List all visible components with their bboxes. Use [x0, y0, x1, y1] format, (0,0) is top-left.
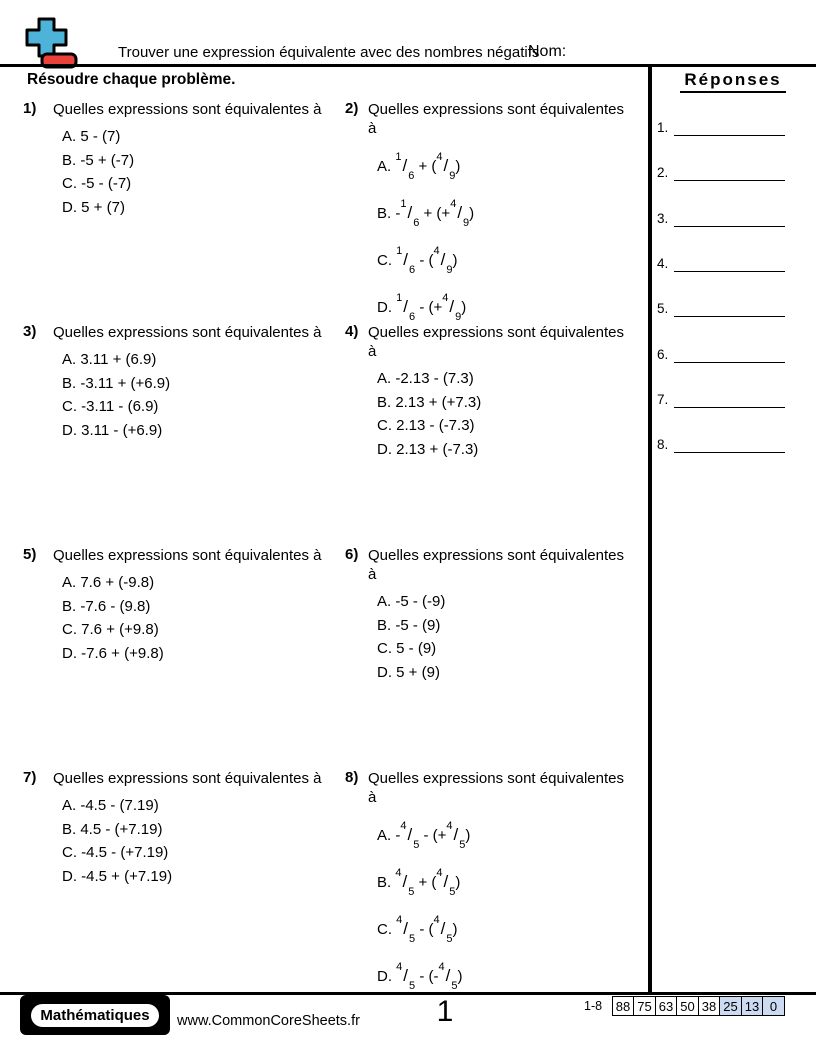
answer-number: 5.: [657, 301, 669, 317]
option-label: B.: [377, 874, 396, 891]
score-table: [613, 996, 785, 1016]
problem-number: 4): [345, 323, 359, 340]
option-label: B.: [62, 374, 81, 392]
option-expression: $^4/_5 - (^4/_5)$: [396, 914, 458, 945]
option-label: C.: [377, 921, 397, 938]
answer-option: [62, 571, 353, 595]
score-cell: 0: [762, 996, 785, 1016]
option-label: B.: [62, 597, 81, 615]
option-label: C.: [62, 844, 82, 861]
answer-option: [377, 813, 650, 860]
problem-question: Quelles expressions sont équivalentes: [368, 324, 624, 341]
option-expression: -5 + (-7): [80, 151, 135, 169]
score-range-label: 1-8: [584, 999, 603, 1013]
option-expression: -4.5 + (+7.19): [81, 867, 173, 885]
options-list: [62, 571, 353, 665]
problem-question: Quelles expressions sont équivalentes: [368, 770, 624, 787]
answer-option: [62, 372, 353, 396]
option-expression: 4.5 - (+7.19): [80, 820, 163, 838]
option-expression: -2.13 - (7.3): [395, 370, 474, 387]
answer-option: [62, 865, 353, 889]
option-label: A.: [62, 351, 81, 368]
option-label: C.: [62, 175, 82, 192]
score-cell: 13: [741, 996, 764, 1016]
plus-icon: [27, 19, 66, 56]
option-label: D.: [377, 968, 397, 985]
option-label: D.: [377, 663, 397, 681]
header-rule: [0, 64, 816, 67]
option-expression: 5 - (7): [80, 128, 121, 145]
answer-row: [657, 301, 785, 317]
option-expression: 5 + (7): [81, 198, 125, 216]
answer-number: 3.: [657, 210, 669, 226]
option-label: C.: [377, 252, 397, 269]
answer-option: [377, 590, 650, 614]
answer-blank[interactable]: [674, 256, 785, 272]
problem-question: à: [368, 566, 377, 583]
problem-question: à: [368, 120, 377, 137]
option-label: D.: [377, 299, 397, 316]
option-expression: -3.11 + (+6.9): [80, 374, 171, 392]
option-expression: 3.11 + (6.9): [80, 351, 157, 368]
answer-row: [657, 211, 785, 227]
answer-option: [377, 238, 650, 285]
option-label: B.: [62, 820, 81, 838]
answer-row: [657, 165, 785, 181]
answer-option: [62, 125, 353, 149]
options-list: [377, 590, 650, 684]
answer-number: 2.: [657, 165, 669, 181]
answer-option: [62, 149, 353, 173]
option-label: A.: [62, 128, 81, 145]
problem-question: à: [368, 343, 377, 360]
answer-option: [62, 419, 353, 443]
answer-number: 8.: [657, 437, 669, 453]
option-expression: 2.13 + (+7.3): [395, 393, 482, 411]
instruction-text: Résoudre chaque problème.: [27, 71, 236, 88]
answer-option: [377, 414, 650, 438]
option-expression: -5 - (9): [395, 616, 441, 634]
option-expression: 2.13 - (-7.3): [396, 417, 475, 434]
option-expression: 5 + (9): [396, 663, 440, 681]
answer-option: [377, 391, 650, 415]
answer-number: 4.: [657, 255, 669, 271]
option-label: B.: [377, 205, 396, 222]
answer-blank[interactable]: [674, 301, 785, 317]
page-number: 1: [436, 995, 454, 1028]
option-label: D.: [377, 440, 397, 458]
answer-option: [377, 661, 650, 685]
score-cell: 38: [698, 996, 721, 1016]
problem-number: 3): [23, 323, 37, 340]
problem-number: 7): [23, 769, 37, 786]
options-list: [62, 794, 353, 888]
problem: [53, 546, 353, 665]
answer-row: [657, 256, 785, 272]
option-expression: -7.6 + (+9.8): [81, 644, 164, 662]
answer-option: [377, 367, 650, 391]
option-expression: $^1/_6 + (^4/_9)$: [395, 151, 461, 182]
option-expression: -5 - (-7): [81, 175, 132, 192]
answer-blank[interactable]: [674, 437, 785, 453]
problem-question: Quelles expressions sont équivalentes: [368, 101, 624, 118]
option-label: C.: [377, 640, 397, 657]
problem-number: 2): [345, 100, 359, 117]
answer-option: [377, 144, 650, 191]
option-label: A.: [62, 797, 81, 814]
problem-question: à: [368, 789, 377, 806]
option-label: B.: [377, 616, 396, 634]
options-list: [377, 144, 650, 332]
option-expression: -3.11 - (6.9): [81, 398, 159, 415]
answer-row: [657, 347, 785, 363]
option-label: A.: [62, 574, 81, 591]
option-label: C.: [62, 398, 82, 415]
option-expression: $^4/_5 + (^4/_5)$: [395, 867, 461, 898]
option-expression: $^1/_6 - (^4/_9)$: [396, 245, 458, 276]
answers-panel-title: Réponses: [654, 70, 812, 90]
option-label: A.: [377, 593, 396, 610]
answer-row: [657, 392, 785, 408]
answer-option: [62, 794, 353, 818]
option-expression: -4.5 - (+7.19): [81, 844, 169, 861]
options-list: [62, 125, 353, 219]
answer-option: [377, 614, 650, 638]
problem-question: Quelles expressions sont équivalentes à: [53, 770, 322, 787]
problem-number: 8): [345, 769, 359, 786]
answer-option: [377, 637, 650, 661]
answer-blank[interactable]: [674, 165, 785, 181]
score-cell: 63: [655, 996, 678, 1016]
website-text: www.CommonCoreSheets.fr: [177, 1013, 360, 1029]
option-label: C.: [62, 621, 82, 638]
option-expression: -5 - (-9): [395, 593, 446, 610]
options-list: [377, 813, 650, 1001]
brand-badge: [20, 995, 170, 1035]
answer-option: [62, 348, 353, 372]
answer-number: 6.: [657, 346, 669, 362]
option-expression: 2.13 + (-7.3): [396, 440, 479, 458]
answer-option: [377, 860, 650, 907]
option-expression: $-^4/_5 - (+^4/_5)$: [395, 820, 471, 851]
answer-row: [657, 437, 785, 453]
option-label: D.: [62, 867, 82, 885]
option-expression: 3.11 - (+6.9): [81, 421, 163, 439]
answer-blank[interactable]: [674, 392, 785, 408]
brand-name: Mathématiques: [29, 1002, 160, 1029]
score-cell: 25: [719, 996, 742, 1016]
answer-row: [657, 120, 785, 136]
problem-question: Quelles expressions sont équivalentes à: [53, 547, 322, 564]
answer-blank[interactable]: [674, 211, 785, 227]
answer-option: [62, 618, 353, 642]
name-label: Nom:: [528, 43, 567, 60]
option-expression: 7.6 + (+9.8): [81, 621, 159, 638]
problem: [368, 769, 650, 1001]
option-expression: -4.5 - (7.19): [80, 797, 159, 814]
problem: [53, 100, 353, 219]
score-cell: 88: [612, 996, 635, 1016]
answer-option: [62, 395, 353, 419]
problem: [53, 323, 353, 442]
page-title: Trouver une expression équivalente avec des nombres négatifs: [118, 44, 540, 61]
option-label: B.: [62, 151, 81, 169]
answer-option: [62, 642, 353, 666]
problem-number: 1): [23, 100, 37, 117]
problem: [368, 100, 650, 332]
problem-number: 6): [345, 546, 359, 563]
option-label: B.: [377, 393, 396, 411]
answer-option: [62, 841, 353, 865]
option-label: D.: [62, 198, 82, 216]
answer-number: 1.: [657, 120, 669, 135]
problem-question: Quelles expressions sont équivalentes à: [53, 324, 322, 341]
score-cell: 50: [676, 996, 699, 1016]
option-expression: 7.6 + (-9.8): [80, 574, 155, 591]
option-label: A.: [377, 158, 396, 175]
option-label: C.: [377, 417, 397, 434]
option-expression: 5 - (9): [396, 640, 437, 657]
answer-option: [377, 438, 650, 462]
option-label: D.: [62, 644, 82, 662]
answer-blank[interactable]: [674, 120, 785, 136]
option-expression: $^4/_5 - (-^4/_5)$: [396, 961, 463, 992]
answer-option: [62, 172, 353, 196]
answer-option: [62, 818, 353, 842]
problem-question: Quelles expressions sont équivalentes: [368, 547, 624, 564]
answer-blank[interactable]: [674, 347, 785, 363]
problem: [368, 323, 650, 461]
answer-option: [377, 907, 650, 954]
problem-question: Quelles expressions sont équivalentes à: [53, 101, 322, 118]
option-expression: -7.6 - (9.8): [80, 597, 151, 615]
options-list: [377, 367, 650, 461]
option-expression: $-^1/_6 + (+^4/_9)$: [395, 198, 475, 229]
options-list: [62, 348, 353, 442]
answer-option: [377, 191, 650, 238]
option-label: A.: [377, 827, 396, 844]
option-label: A.: [377, 370, 396, 387]
problem: [53, 769, 353, 888]
option-label: D.: [62, 421, 82, 439]
answer-option: [62, 595, 353, 619]
answer-number: 7.: [657, 391, 669, 407]
problem: [368, 546, 650, 684]
problem-number: 5): [23, 546, 37, 563]
score-cell: 75: [633, 996, 656, 1016]
answer-option: [62, 196, 353, 220]
option-expression: $^1/_6 - (+^4/_9)$: [396, 292, 467, 323]
